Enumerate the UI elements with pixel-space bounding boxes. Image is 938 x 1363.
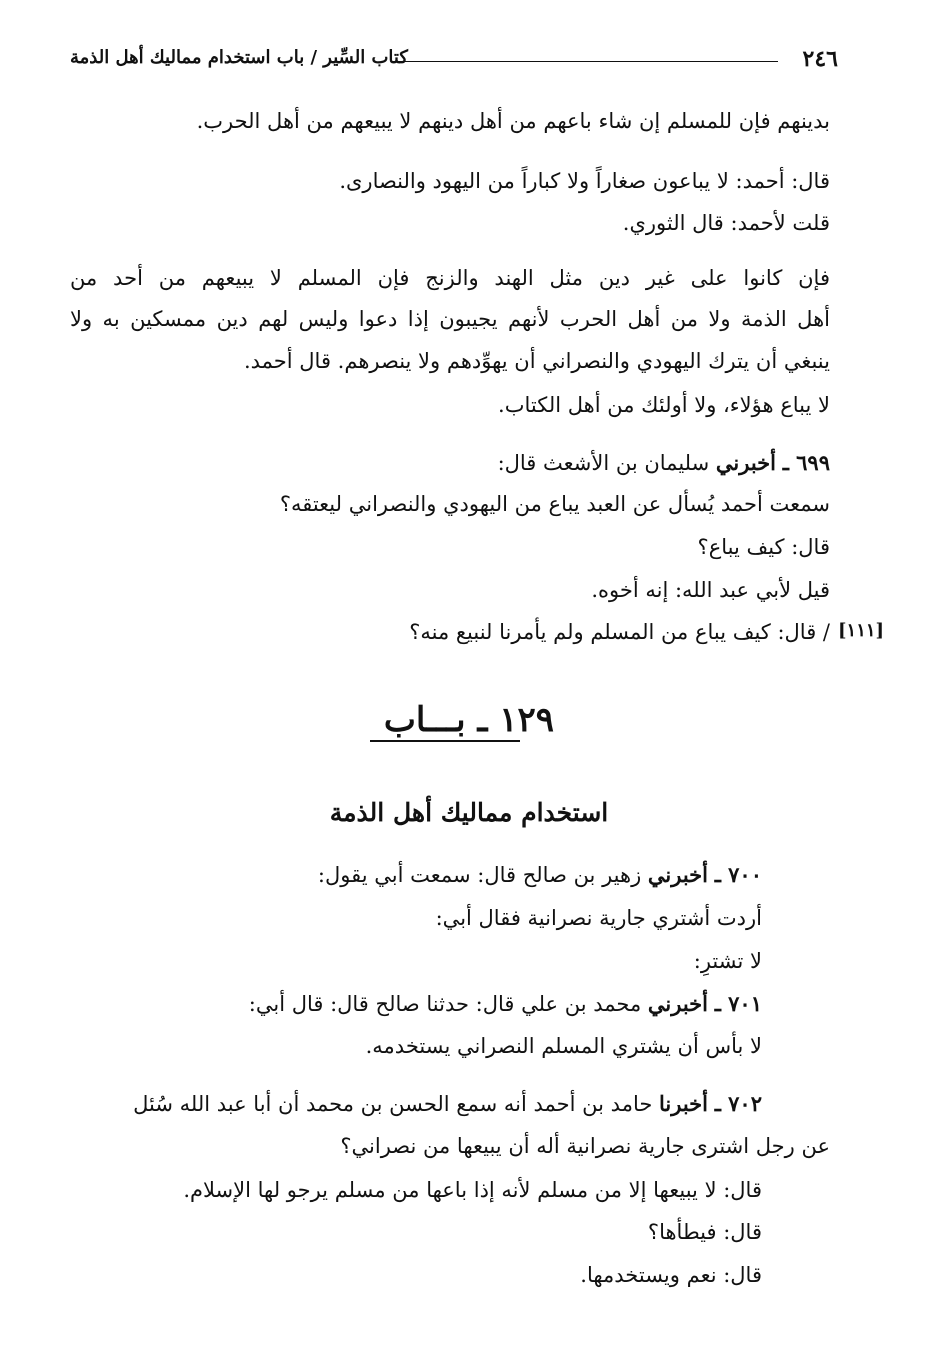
text-line: ينبغي أن يترك اليهودي والنصراني أن يهوِّدهم ولا ينصرهم. قال أحمد. xyxy=(243,349,830,373)
narration-number: ٧٠٠ ـ xyxy=(714,862,762,887)
chapter-heading: ١٢٩ ـ بـــاب xyxy=(383,700,555,740)
text-line: لا بأس أن يشتري المسلم النصراني يستخدمه. xyxy=(365,1034,762,1058)
narration-keyword: أخبرني xyxy=(647,862,708,887)
narration-number: ٧٠٢ ـ xyxy=(714,1091,762,1116)
narration-text: حامد بن أحمد أنه سمع الحسن بن محمد أن أبا عبد الله سُئل xyxy=(133,1092,653,1116)
text-line: عن رجل اشترى جارية نصرانية أله أن يبيعها من نصراني؟ xyxy=(340,1134,830,1158)
narration-702 xyxy=(133,1089,762,1119)
text-line: لا تشترِ: xyxy=(693,949,762,973)
chapter-underline xyxy=(370,740,520,742)
page-number: ٢٤٦ xyxy=(802,46,838,72)
text-line: أردت أشتري جارية نصرانية فقال أبي: xyxy=(435,906,762,930)
text-line: أهل الذمة ولا من أهل الحرب لأنهم يجيبون إذا دعوا وليس لهم دين ممسكين به ولا xyxy=(70,307,830,331)
narration-keyword: أخبرني xyxy=(647,991,708,1016)
chapter-subtitle: استخدام مماليك أهل الذمة xyxy=(329,798,609,827)
narration-text: زهير بن صالح قال: سمعت أبي يقول: xyxy=(317,863,642,887)
narration-text: سليمان بن الأشعث قال: xyxy=(497,451,710,475)
text-line: بدينهم فإن للمسلم إن شاء باعهم من أهل دينهم لا يبيعهم من أهل الحرب. xyxy=(196,109,830,133)
text-line: قال: نعم ويستخدمها. xyxy=(580,1263,762,1287)
text-line: / قال: كيف يباع من المسلم ولم يأمرنا لنبيع منه؟ xyxy=(409,620,830,644)
narration-699 xyxy=(498,448,830,478)
narration-number: ٧٠١ ـ xyxy=(714,991,762,1016)
narration-number: ٦٩٩ ـ xyxy=(782,450,830,475)
text-line: قال: فيطأها؟ xyxy=(647,1220,762,1244)
text-line: قال: لا يبيعها إلا من مسلم لأنه إذا باعها من مسلم يرجو لها الإسلام. xyxy=(183,1178,762,1202)
text-line: فإن كانوا على غير دين مثل الهند والزنج فإن المسلم لا يبيعهم من أحد من xyxy=(70,266,830,290)
narration-keyword: أخبرني xyxy=(715,450,776,475)
text-line: قلت لأحمد: قال الثوري. xyxy=(622,211,830,235)
manuscript-folio-note: [١١١] xyxy=(838,620,885,641)
narration-keyword: أخبرنا xyxy=(659,1091,708,1116)
text-line: قال: أحمد: لا يباعون صغاراً ولا كباراً من اليهود والنصارى. xyxy=(339,169,830,193)
text-line: سمعت أحمد يُسأل عن العبد يباع من اليهودي والنصراني ليعتقه؟ xyxy=(279,492,830,516)
page-header xyxy=(70,46,838,76)
header-rule xyxy=(400,61,778,62)
text-line: لا يباع هؤلاء، ولا أولئك من أهل الكتاب. xyxy=(498,393,830,417)
running-title: كتاب السِّير / باب استخدام مماليك أهل الذمة xyxy=(70,47,408,68)
narration-701 xyxy=(249,989,762,1019)
narration-700 xyxy=(318,860,762,890)
text-line: قيل لأبي عبد الله: إنه أخوه. xyxy=(591,578,830,602)
text-line: قال: كيف يباع؟ xyxy=(697,535,830,559)
narration-text: محمد بن علي قال: حدثنا صالح قال: قال أبي: xyxy=(248,992,642,1016)
